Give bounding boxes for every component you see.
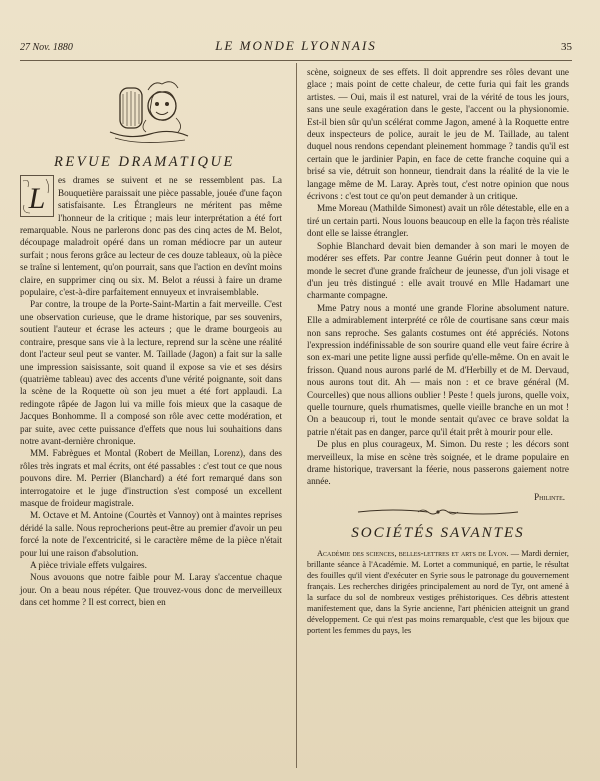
- paragraph: MM. Fabrègues et Montal (Robert de Meillan, Lorenz), dans des rôles très ingrats et mal écrits, ont été passables : c'est tout ce que nous pouvons dire. M. Perrier (Blanchard) a été fort remarqué dans son interrogatoire et le juge d'instruction s'est composé un excellent masque de froideur magistrale.: [20, 448, 282, 508]
- page-number: 35: [561, 41, 572, 53]
- header-rule: [20, 60, 572, 61]
- intro-paragraph: [20, 174, 282, 298]
- revue-dramatique-title: REVUE DRAMATIQUE: [54, 154, 235, 170]
- masthead: LE MONDE LYONNAIS: [215, 38, 377, 53]
- ornamental-divider-icon: [348, 507, 528, 517]
- paragraph-text: es drames se suivent et ne se ressemblent pas. La Bouquetière paraissait une pièce passable, jouée d'une façon satisfaisante. Les Étrangleurs ne méritent pas même l'honneur de la critique ; mais leur interprétation a été fort remarquable. Nous ne parlerons donc pas des cinq actes de M. Belot, découpage maladroit opéré dans un roman médiocre par un auteur surfait ; nous ferons grâce au lecteur de ces douze tableaux, où la pièce se traîne si lentement, qu'on pourrait, sans que l'action en devînt moins claire, en supprimer cinq ou six. M. Belot a réussi à faire un drame populaire, c'est-à-dire parfaitement ennuyeux et invraisemblable.: [20, 175, 282, 298]
- academy-lead: Académie des sciences, belles-lettres et arts de Lyon.: [317, 548, 509, 558]
- dropcap-l-icon: [20, 175, 54, 217]
- paragraph-text: — Mardi dernier, brillante séance à l'Académie. M. Lortet a communiqué, en partie, le résultat des fouilles qu'il vient d'exécuter en Syrie sous le patronage du gouvernement français. Les recherches dirigées principalement au nord de Tyr, ont amené à la surface du sol de nombreux vestiges préhistoriques. Ces débris attestent manifestement que, dans la Syrie ancienne, l'art phénicien atteignit un grand développement. Ce qui n'est pas moins remarquable, c'est que les bijoux que portent les femmes du pays, les: [307, 548, 570, 635]
- paragraph: Mme Moreau (Mathilde Simonest) avait un rôle détestable, elle en a tiré un certain parti. Nous louons beaucoup en elle la façon très réaliste dont elle se laisse étrangler.: [307, 203, 569, 239]
- societes-body: [307, 548, 569, 636]
- left-column: [20, 68, 282, 609]
- paragraph: A pièce triviale effets vulgaires.: [30, 560, 147, 570]
- page-header: [20, 38, 572, 56]
- signature: Philinte.: [534, 491, 565, 502]
- paragraph: Nous avouons que notre faible pour M. Laray s'accentue chaque jour. On a beau nous répéter. Que trouvez-vous donc de merveilleux dans cet homme ? Il est correct, bien en: [20, 572, 282, 608]
- paragraph: [307, 548, 569, 636]
- column-divider: [296, 63, 297, 768]
- paragraph: Mme Patry nous a monté une grande Florine absolument nature. Elle a admirablement interprété ce rôle de courtisane sans cœur mais non sans reproche. Ses galants costumes ont été appréciés. Notons l'expression indéfinissable de son sourire quand elle veut faire écrire à son ex-mari une petite ligne aussi perfide qu'elle-même. On en avait le frisson. Quand nous aurons parlé de M. d'Herbilly et de M. Dervaud, nous aurons tout dit. Ah — mais non : et ce brave général (M. Courcelles) que nous allions oublier ! Peste ! quels jurons, quelle voix, quelle tournure, quels rhumatismes, quelle vieille branche en un mot ! On a beaucoup ri, tout le monde sentait qu'avec ce brave soldat la patrie n'était pas en danger, parce qu'il était prêt à mourir pour elle.: [307, 302, 569, 437]
- paragraph: scène, soigneux de ses effets. Il doit apprendre ses rôles devant une glace ; mais point de cette chaleur, de cette furia qui fait les grands artistes. — Oui, mais il est naturel, vrai de la vérité de tous les jours, sans une seule exagération dans le geste, l'accent ou la physionomie. Est-il bien sûr qu'un scélérat comme Jagon, amené à la Roquette entre deux inspecteurs de police, aurait le jeu de M. Taillade, au talent duquel nous rendons cependant pleinement hommage ? tandis qu'il est certain que le jardinier Papin, en face de cette franche coquine qui a brisé sa vie, détruit son honneur, tiendrait dans la réalité de la vie le langage même de M. Laray. Après tout, c'est notre opinion que nous écrivons : c'est tout ce qu'on peut demander à un critique.: [307, 67, 569, 202]
- theatre-mask-vignette-icon: [90, 70, 200, 150]
- issue-date: 27 Nov. 1880: [20, 42, 73, 53]
- societes-savantes-title: SOCIÉTÉS SAVANTES: [351, 525, 525, 542]
- paragraph: M. Octave et M. Antoine (Courtès et Vannoy) ont à maintes reprises déridé la salle. Nous reprocherions peut-être au premier d'avoir un peu forcé la note de l'excentricité, si le caractère même de la pièce n'était pour lui une raison d'absolution.: [20, 510, 282, 558]
- paragraph: De plus en plus courageux, M. Simon. Du reste ; les décors sont merveilleux, la mise en scène très soignée, et le drame populaire en drame historique, traversant la féerie, nous passerons gaiement notre année.: [307, 439, 569, 487]
- right-column: [307, 66, 569, 636]
- paragraph: Sophie Blanchard devait bien demander à son mari le moyen de modérer ses effets. Par contre Jeanne Guérin peut donner à tout le monde le secret d'une grande fraîcheur de jeunesse, d'un joli visage et d'un jeu très distingué : elle avait trouvé en Mlle Hadamart une charmante compagne.: [307, 240, 569, 301]
- paragraph: Par contre, la troupe de la Porte-Saint-Martin a fait merveille. C'est une observation curieuse, que le drame historique, par ses souvenirs, soutient l'auteur et écrase les acteurs ; que le drame bourgeois au contraire, presque sans vie à la lecture, reprend sur la scène une réalité dont l'acteur seul peut se vanter. M. Taillade (Jagon) a fait sur la salle une impression saisissante, soit quand il expose sa vie et ses désirs (quatrième tableau) avec des accents d'une vérité poignante, soit dans la scène de la Roquette où son jeu muet a été fort applaudi. La redingote râpée de Jagon lui va mille fois mieux que la casaque de Jacques Bonhomme. Il a composé son rôle avec cette modération, et par suite, avec cette puissance d'effets que nous lui souhaitions dans notre avant-dernière chronique.: [20, 299, 282, 446]
- dropcap-letter: L: [28, 182, 46, 216]
